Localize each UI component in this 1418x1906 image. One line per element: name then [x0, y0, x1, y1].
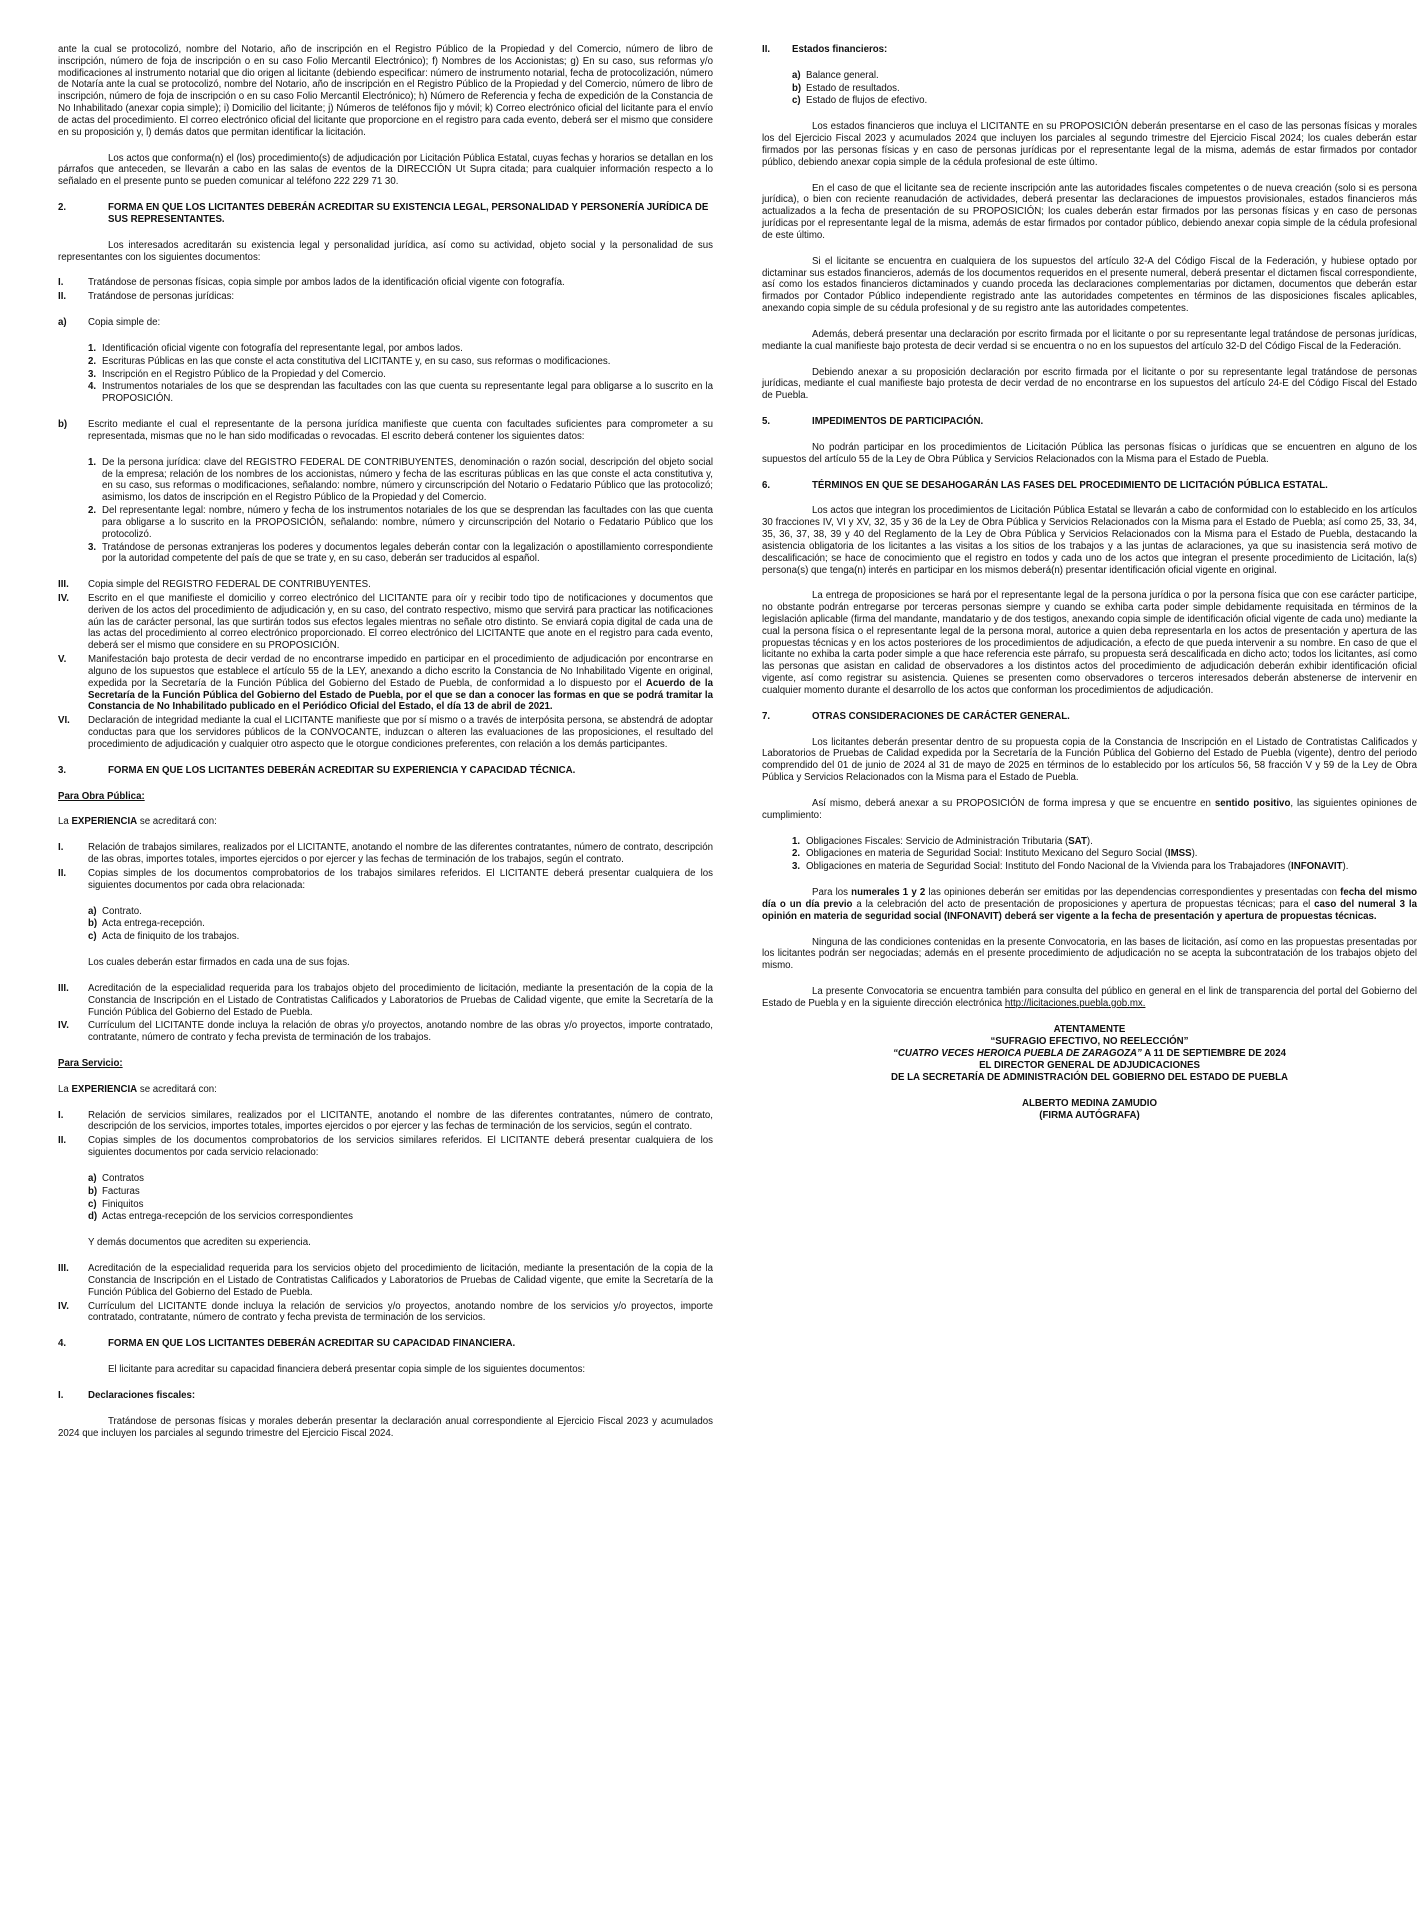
text-part: , las siguientes opiniones de cumplimiento:: [762, 797, 1417, 821]
text-part: se acreditará con:: [137, 816, 217, 828]
item-number: 3.: [88, 541, 97, 553]
item-text-part: ).: [1342, 861, 1349, 873]
item-text: Copia simple de:: [88, 317, 161, 329]
item-text: [806, 848, 1417, 860]
paragraph: Los interesados acreditarán su existencia legal y personalidad jurídica, así como su actividad, objeto social y la personalidad de sus representantes con los siguientes documentos:: [58, 239, 713, 263]
item-text: De la persona jurídica: clave del REGISTRO FEDERAL DE CONTRIBUYENTES, denominación o razón social, descripción del objeto social de la empresa; relación de los nombres de los accionistas, número y fecha de las escrituras públicas en las que conste el acta constitutiva y, en su caso, sus reformas o modificaciones, señalando: nombre, número y circunscripción del Notario o Fedatario Público que las protocolizó; asimismo, los datos de inscripción en el Registro Público de la Propiedad y del Comercio.: [102, 456, 713, 504]
roman-item: [58, 1301, 713, 1325]
item-text: Inscripción en el Registro Público de la Propiedad y del Comercio.: [102, 368, 386, 380]
item-text: Acreditación de la especialidad requerida para los servicios objeto del procedimiento de licitación, mediante la presentación de la copia de la Constancia de Inscripción en el Listado de Contratistas Calificados y Laboratorios de Pruebas de Calidad vigente, que emite la Secretaría de la Función Pública del Gobierno del Estado de Puebla.: [88, 1263, 713, 1298]
item-number: c): [792, 95, 801, 107]
paragraph: Ninguna de las condiciones contenidas en la presente Convocatoria, en las bases de licitación, así como en las propuestas presentadas por los licitantes podrán ser negociadas; además en el presente procedimiento de adjudicación no se acepta la subcontratación de los trabajos objeto del mismo.: [762, 936, 1417, 972]
text-part: La presente Convocatoria se encuentra también para consulta del público en general en el link de transparencia del portal del Gobierno del Estado de Puebla y en la siguiente dirección electrónica: [762, 986, 1417, 1009]
item-text: Actas entrega-recepción de los servicios correspondientes: [102, 1211, 353, 1223]
section-6-heading: [762, 480, 1417, 492]
item-number: 3.: [792, 861, 801, 873]
list-item: [792, 95, 1417, 107]
item-text: Relación de servicios similares, realizados por el LICITANTE, anotando el nombre de las diferentes contratantes, número de contrato, descripción de los servicios, importes totales, importes ejercidos o por ejercer y las fechas de terminación de los servicios, según el contrato.: [88, 1109, 713, 1133]
list-item: [88, 542, 713, 566]
text-part: La: [58, 816, 72, 828]
list-item: [88, 505, 713, 540]
item-text: Balance general.: [806, 69, 879, 81]
item-text: Escrito mediante el cual el representante de la persona jurídica manifieste que cuenta con facultades suficientes para comprometer a su representada, mismas que no le han sido modificadas o revocadas. El escrito deberá contener los siguientes datos:: [88, 419, 713, 442]
list-item: [792, 83, 1417, 95]
item-text: Instrumentos notariales de los que se desprendan las facultades con las que cuenta su representante legal para obligarse a lo suscrito en la PROPOSICIÓN.: [102, 381, 713, 405]
item-number: 1.: [88, 342, 97, 354]
item-number: 4.: [88, 381, 97, 393]
roman-item: [762, 44, 1417, 56]
list-item: [88, 1186, 713, 1198]
item-text: Identificación oficial vigente con fotografía del representante legal, por ambos lados.: [102, 342, 463, 354]
section-title: FORMA EN QUE LOS LICITANTES DEBERÁN ACREDITAR SU CAPACIDAD FINANCIERA.: [108, 1338, 516, 1350]
roman-item: [58, 654, 713, 713]
item-number: IV.: [58, 1020, 69, 1032]
roman-item: [58, 1020, 713, 1044]
roman-item: [58, 1110, 713, 1134]
roman-item: [58, 579, 713, 591]
section-2-heading: [58, 202, 713, 226]
text-part: La: [58, 1083, 72, 1095]
text-part: se acreditará con:: [137, 1083, 217, 1095]
list-item: [88, 381, 713, 405]
item-number: b): [88, 1185, 98, 1197]
list-item: [88, 369, 713, 381]
item-text: Finiquitos: [102, 1198, 144, 1210]
text-part: Así mismo, deberá anexar a su PROPOSICIÓN de forma impresa y que se encuentre en: [812, 797, 1215, 809]
item-text: [806, 861, 1417, 873]
item-number: a): [88, 1172, 97, 1184]
item-text: Copias simples de los documentos comprobatorios de los servicios similares referidos. El LICITANTE deberá presentar cualquiera de los siguientes documentos por cada servicio relacionado:: [88, 1135, 713, 1159]
item-text-part: ).: [1191, 848, 1198, 860]
paragraph: Los cuales deberán estar firmados en cada una de sus fojas.: [88, 957, 350, 969]
item-number: b): [58, 419, 68, 431]
list-item: [792, 848, 1417, 860]
item-number: 1.: [88, 456, 97, 468]
section-4-heading: [58, 1338, 713, 1350]
list-item: [792, 836, 1417, 848]
roman-item: [58, 868, 713, 892]
roman-item: [58, 277, 713, 289]
item-text-bold: SAT: [1068, 835, 1087, 847]
item-number: I.: [58, 1109, 64, 1121]
item-number: I.: [58, 842, 64, 854]
text-bold: numerales 1 y 2: [851, 887, 926, 899]
paragraph: [762, 887, 1417, 922]
subheading-servicio: Para Servicio:: [58, 1058, 123, 1069]
paragraph: Los estados financieros que incluya el LICITANTE en su PROPOSICIÓN deberán presentarse en el caso de las personas físicas y morales los del Ejercicio Fiscal 2023 y acumulados 2024 que incluyen los parciales al segundo trimestre del Ejercicio Fiscal 2024; los cuales deberán estar firmados por las personas físicas y en caso de personas jurídicas por el representante legal de la misma, además de estar firmados por contador público, debiendo anexar copia simple de la cédula profesional de este último.: [762, 121, 1417, 168]
item-text: [88, 654, 713, 713]
item-number: b): [88, 918, 98, 930]
section-title: FORMA EN QUE LOS LICITANTES DEBERÁN ACREDITAR SU EXPERIENCIA Y CAPACIDAD TÉCNICA.: [108, 764, 576, 776]
paragraph: [58, 1084, 713, 1096]
text-bold: fecha del mismo día o un día previo: [762, 887, 1417, 910]
text-bold: EXPERIENCIA: [71, 816, 138, 828]
roman-item: [58, 842, 713, 866]
roman-item: [58, 983, 713, 1018]
item-text: Del representante legal: nombre, número y fecha de los instrumentos notariales de los que se desprendan las facultades con las que cuenta para obligarse a lo suscrito en la PROPOSICIÓN, señalando: nombre, número y circunscripción del Notario o Fedatario Público que los protocolizó.: [102, 505, 713, 540]
item-text-part: Obligaciones en materia de Seguridad Social: Instituto del Fondo Nacional de la Vivienda para los Trabajadores (: [806, 861, 1292, 873]
paragraph: Debiendo anexar a su proposición declaración por escrito firmada por el licitante o por su representante legal tratándose de personas jurídicas, mediante el cual manifieste bajo protesta de decir verdad de no encontrarse en los supuestos del artículo 24-E del Código Fiscal del Estado de Puebla.: [762, 366, 1417, 402]
item-text: Escrituras Públicas en las que conste el acta constitutiva del LICITANTE y, en su caso, sus reformas o modificaciones.: [102, 355, 611, 367]
item-number: c): [88, 931, 97, 943]
signature-line: DE LA SECRETARÍA DE ADMINISTRACIÓN DEL GOBIERNO DEL ESTADO DE PUEBLA: [890, 1072, 1289, 1084]
item-number: V.: [58, 654, 67, 666]
item-number: a): [58, 317, 67, 329]
signature-line: [762, 1048, 1417, 1060]
list-item: [88, 356, 713, 368]
signature-date: A 11 DE SEPTIEMBRE DE 2024: [1141, 1047, 1286, 1059]
item-text: Currículum del LICITANTE donde incluya la relación de obras y/o proyectos, anotando nombre de las obras y/o proyectos, importe contratado, contratante, número de contrato y fecha prevista de terminación de los trabajos.: [88, 1020, 713, 1044]
item-number: IV.: [58, 592, 69, 604]
item-text: Escrito en el que manifieste el domicilio y correo electrónico del LICITANTE para oír y recibir todo tipo de notificaciones y documentos que deriven de los actos del procedimiento de adjudicación y, en su caso, del contrato respectivo, mismo que servirá para practicar las notificaciones aún las de carácter personal, las que surtirán todos sus efectos legales mientras no señale otro distinto. Se enviará copia digital de cada una de las actas del procedimiento al correo electrónico proporcionado. El correo electrónico del LICITANTE que anote en el registro para cada evento, deberá ser el mismo que considere en su PROPOSICIÓN.: [88, 592, 713, 652]
section-title: OTRAS CONSIDERACIONES DE CARÁCTER GENERAL.: [812, 710, 1070, 722]
list-item: [88, 1199, 713, 1211]
item-text-part: Obligaciones en materia de Seguridad Social: Instituto Mexicano del Seguro Social (: [806, 848, 1168, 860]
item-text-part: Manifestación bajo protesta de decir verdad de no encontrarse impedido en participar en el procedimiento de adjudicación por encontrarse en alguno de los supuestos que establece el artículo 55 de la LEY, anexando a dicho escrito la Constancia de No Inhabilitado Vigente en original, expedida por la Secretaría de la Función Pública del Gobierno del Estado de Puebla, de conformidad a lo dispuesto por el: [88, 654, 713, 689]
item-text: Copia simple del REGISTRO FEDERAL DE CONTRIBUYENTES.: [88, 579, 371, 591]
section-number: 2.: [58, 202, 67, 214]
licitaciones-link[interactable]: http://licitaciones.puebla.gob.mx.: [1004, 997, 1146, 1009]
text-part: a la celebración del acto de presentación de proposiciones y apertura de propuestas técnicas; para el: [852, 898, 1315, 910]
paragraph: El licitante para acreditar su capacidad financiera deberá presentar copia simple de los siguientes documentos:: [108, 1364, 586, 1376]
item-text-bold: Acuerdo de la Secretaría de la Función Pública del Gobierno del Estado de Puebla, por el que se dan a conocer las formas en que se podrá tramitar la Constancia de No Inhabilitado publicado en el Periódico Oficial del Estado, el día 13 de abril de 2021.: [88, 677, 714, 713]
section-3-heading: [58, 765, 713, 777]
item-number: III.: [58, 1263, 69, 1275]
section-title: FORMA EN QUE LOS LICITANTES DEBERÁN ACREDITAR SU EXISTENCIA LEGAL, PERSONALIDAD Y PERSONERÍA JURÍDICA DE SUS REPRESENTANTES.: [108, 202, 709, 225]
item-text: Estado de resultados.: [806, 82, 900, 94]
item-number: II.: [762, 44, 771, 55]
item-text: Facturas: [102, 1185, 140, 1197]
item-number: 2.: [792, 848, 801, 860]
signature-motto: “CUATRO VECES HEROICA PUEBLA DE ZARAGOZA”: [893, 1047, 1142, 1059]
section-5-heading: [762, 416, 1417, 428]
item-number: a): [88, 905, 97, 917]
paragraph: Los actos que integran los procedimientos de Licitación Pública Estatal se llevarán a cabo de conformidad con lo establecido en los artículos 30 fracciones IV, VI y XV, 32, 35 y 36 de la Ley de Obra Pública y Servicios Relacionados con la Misma para el Estado de Puebla; así como 25, 33, 34, 35, 36, 37, 38, 39 y 40 del Reglamento de la Ley de Obra Pública y Servicios Relacionados con la Misma para el Estado de Puebla, destacando la asistencia obligatoria de los licitantes a las visitas a los sitios de los trabajos y a las juntas de aclaraciones, ya que su inasistencia será motivo de descalificación; se hace de conocimiento que el registro en todos y cada uno de los actos que integran el presente procedimiento de Licitación, la(s) persona(s) que tenga(n) interés en participar en los mismos deberá(n) presentar identificación oficial vigente en original.: [762, 505, 1417, 576]
item-number: d): [88, 1211, 98, 1223]
roman-item: [58, 1390, 713, 1402]
paragraph: Y demás documentos que acrediten su experiencia.: [88, 1237, 311, 1249]
section-number: 3.: [58, 764, 67, 776]
paragraph: La entrega de proposiciones se hará por el representante legal de la persona jurídica o por la persona física que con ese carácter participe, no obstante podrán entregarse por terceras personas siempre y cuando se exhiba carta poder simple debidamente requisitada en términos de la legislación aplicable (firma del mandante, mandatario y de dos testigos, anexando copia simple de identificación oficial vigente de cada uno) mediante la cual la persona física o el representante legal de la persona moral, autorice a quien deba representarla en los actos de presentación y apertura de las propuestas técnicas y en los actos posteriores de los procedimientos de adjudicación, a efecto de que pueda intervenir a su nombre. En caso de que el licitante no exhiba la carta poder simple a que hace referencia este párrafo, su propuesta será descalificada en dicho acto; todos los licitantes, así como las personas que asistan en calidad de observadores a los distintos actos del procedimiento de adjudicación deberán exhibir identificación oficial vigente, así como registrar su asistencia. Quienes se presenten como observadores o terceros interesados deberán abstenerse de intervenir en cualquier momento durante el desarrollo de los actos que conforman los procedimientos de adjudicación.: [762, 590, 1417, 696]
signature-line: EL DIRECTOR GENERAL DE ADJUDICACIONES: [979, 1060, 1200, 1072]
list-item: [88, 931, 713, 943]
item-text: Acta de finiquito de los trabajos.: [102, 931, 240, 943]
item-text: Estado de flujos de efectivo.: [806, 95, 928, 107]
item-number: 2.: [88, 355, 97, 367]
item-text-part: ).: [1086, 835, 1093, 847]
list-item: [792, 70, 1417, 82]
section-title: IMPEDIMENTOS DE PARTICIPACIÓN.: [812, 416, 984, 428]
item-number: III.: [58, 579, 69, 591]
item-text: Contratos: [102, 1172, 144, 1184]
signature-line: “SUFRAGIO EFECTIVO, NO REELECCIÓN”: [990, 1035, 1189, 1047]
paragraph: Si el licitante se encuentra en cualquiera de los supuestos del artículo 32-A del Código Fiscal de la Federación, y hubiese optado por dictaminar sus estados financieros, además de los documentos requeridos en el presente numeral, deberá presentar el dictamen fiscal correspondiente, así como los estados financieros dictaminados y cuando proceda las declaraciones complementarias por dictamen, documentos que deberán estar firmados por Contador Público independiente registrado ante las autoridades competentes en términos de las disposiciones fiscales aplicables, anexando copia simple de su cédula profesional y de su registro ante las autoridades competentes.: [762, 255, 1417, 315]
numbered-list: [762, 836, 1417, 873]
item-text: Declaraciones fiscales:: [88, 1389, 196, 1401]
section-7-heading: [762, 711, 1417, 723]
roman-item: [58, 715, 713, 750]
item-text: Acta entrega-recepción.: [102, 918, 205, 930]
item-number: a): [792, 69, 801, 81]
item-text: Declaración de integridad mediante la cual el LICITANTE manifieste que por sí mismo o a través de interpósita persona, se abstendrá de adoptar conductas para que los servidores públicos de la CONVOCANTE, induzcan o alteren las evaluaciones de las proposiciones, el resultado del procedimiento de adjudicación y cualquier otro aspecto que le otorgue condiciones preferentes, con relación a los demás participantes.: [88, 715, 713, 750]
section-title: TÉRMINOS EN QUE SE DESAHOGARÁN LAS FASES DEL PROCEDIMIENTO DE LICITACIÓN PÚBLICA ESTATAL.: [812, 479, 1328, 491]
item-number: II.: [58, 1135, 67, 1147]
text-bold: sentido positivo: [1214, 797, 1291, 809]
item-text: Acreditación de la especialidad requerida para los trabajos objeto del procedimiento de licitación, mediante la presentación de la copia de la Constancia de Inscripción en el Listado de Contratistas Calificados y Laboratorios de Pruebas de Calidad vigente, que emite la Secretaría de la Función Pública del Gobierno del Estado de Puebla.: [88, 982, 713, 1018]
item-number: 2.: [88, 505, 97, 517]
item-number: II.: [58, 867, 67, 879]
item-number: I.: [58, 277, 64, 289]
item-number: II.: [58, 291, 67, 303]
roman-item: [58, 1135, 713, 1159]
roman-item: [58, 1263, 713, 1298]
list-item: [792, 861, 1417, 873]
item-text-part: Obligaciones Fiscales: Servicio de Administración Tributaria (: [806, 835, 1069, 847]
paragraph: Tratándose de personas físicas y morales deberán presentar la declaración anual correspondiente al Ejercicio Fiscal 2023 y acumulados 2024 que incluyen los parciales al segundo trimestre del Ejercicio Fiscal 2024.: [58, 1415, 713, 1439]
item-text: Copias simples de los documentos comprobatorios de los trabajos similares referidos. El LICITANTE deberá presentar cualquiera de los siguientes documentos por cada obra relacionada:: [88, 867, 713, 891]
item-text: Tratándose de personas físicas, copia simple por ambos lados de la identificación oficial vigente con fotografía.: [88, 277, 565, 289]
list-item: [88, 457, 713, 504]
item-number: b): [792, 82, 802, 94]
section-number: 4.: [58, 1338, 67, 1350]
paragraph: No podrán participar en los procedimientos de Licitación Pública las personas físicas o jurídicas que se encuentren en alguno de los supuestos del artículo 55 de la Ley de Obra Pública y Servicios Relacionados con la Misma para el Estado de Puebla.: [762, 441, 1417, 465]
item-text-bold: INFONAVIT: [1291, 861, 1343, 873]
letter-item: [58, 419, 713, 443]
text-bold: EXPERIENCIA: [71, 1083, 138, 1095]
text-part: Para los: [812, 887, 852, 899]
numbered-list: [58, 343, 713, 405]
roman-item: [58, 593, 713, 652]
text-part: las opiniones deberán ser emitidas por las dependencias correspondientes y presentadas con: [925, 887, 1341, 899]
signatory-name: ALBERTO MEDINA ZAMUDIO: [1021, 1098, 1158, 1110]
item-text: Tratándose de personas extranjeras los poderes y documentos legales deberán contar con la legalización o apostillamiento correspondiente por la autoridad competente del país de que se trate y, en su caso, deberán ser traducidos al español.: [102, 541, 713, 565]
item-number: I.: [58, 1389, 64, 1401]
text-bold: caso del numeral 3 la opinión en materia de seguridad social (INFONAVIT) deberá ser vigente a la fecha de presentación y apertura de propuestas técnicas.: [762, 898, 1418, 922]
item-text: Relación de trabajos similares, realizados por el LICITANTE, anotando el nombre de las diferentes contratantes, número de contrato, descripción de las obras, importes totales, importes ejercidos o por ejercer y las fechas de terminación de los trabajos, según el contrato.: [88, 842, 713, 866]
item-text-bold: IMSS: [1167, 848, 1192, 860]
intro-paragraph-2: Los actos que conforma(n) el (los) procedimiento(s) de adjudicación por Licitación Pública Estatal, cuyas fechas y horarios se detallan en los párrafos que anteceden, se llevarán a cabo en las salas de eventos de la DIRECCIÓN Ut Supra citada; para cualquier información respecto a lo señalado en el presente punto se pueden comunicar al teléfono 222 229 71 30.: [58, 152, 713, 188]
paragraph: [58, 816, 713, 828]
left-column: [58, 44, 713, 1453]
item-number: III.: [58, 982, 69, 994]
paragraph: [762, 798, 1417, 822]
item-text: Currículum del LICITANTE donde incluya la relación de servicios y/o proyectos, anotando nombre de los servicios y/o proyectos, importe contratado, contratante, número de contrato y fecha prevista de terminación de los servicios.: [88, 1300, 713, 1324]
item-text: Tratándose de personas jurídicas:: [88, 291, 235, 303]
roman-item: [58, 291, 713, 303]
signature-block: [762, 1024, 1417, 1123]
item-text: Contrato.: [102, 905, 142, 917]
section-number: 7.: [762, 710, 771, 722]
intro-paragraph-1: ante la cual se protocolizó, nombre del Notario, año de inscripción en el Registro Público de la Propiedad y del Comercio, número de libro de inscripción, número de foja de inscripción o en su caso Folio Mercantil Electrónico); f) Nombres de los Accionistas; g) En su caso, sus reformas y/o modificaciones al instrumento notarial que dio origen al licitante (debiendo especificar: número de instrumento notarial, fecha de protocolización, número de Notaría ante la cual se protocolizó, nombre del Notario, año de inscripción en el Registro Público de la Propiedad y del Comercio, número de libro de inscripción, número de foja de inscripción o en su caso Folio Mercantil Electrónico); h) Número de Referencia y fecha de expedición de la Constancia de No Inhabilitado (anexar copia simple); i) Domicilio del licitante; j) Números de teléfonos fijo y móvil; k) Correo electrónico oficial del licitante para el envío de actas del procedimiento. El correo electrónico oficial del licitante que proporcione en el registro para cada evento, deberá ser el mismo que considere en su proposición y, l) demás datos que permitan identificar la licitación.: [58, 44, 713, 138]
letter-list: [58, 1173, 713, 1223]
item-text: [806, 836, 1417, 848]
list-item: [88, 1211, 713, 1223]
item-text: Estados financieros:: [792, 44, 888, 55]
item-number: 3.: [88, 368, 97, 380]
section-number: 5.: [762, 416, 771, 428]
list-item: [88, 343, 713, 355]
list-item: [88, 906, 713, 918]
item-number: VI.: [58, 715, 70, 727]
list-item: [88, 918, 713, 930]
letter-item: [58, 317, 713, 329]
subheading-obra-publica: Para Obra Pública:: [58, 790, 145, 802]
right-column: [762, 44, 1417, 1123]
paragraph: En el caso de que el licitante sea de reciente inscripción ante las autoridades fiscales competentes o de nueva creación (solo si es persona jurídica), o bien con reciente reanudación de actividades, deberá presentar las declaraciones de impuestos provisionales, estados financieros más actualizados a la fecha de presentación de su PROPOSICIÓN; los cuales deberán estar firmados por las personas físicas y en caso de personas jurídicas por el representante legal de la misma, además de estar firmados por contador público, debiendo anexar copia simple de la cédula profesional de este último.: [762, 182, 1417, 241]
paragraph: Además, deberá presentar una declaración por escrito firmada por el licitante o por su representante legal tratándose de personas jurídicas, mediante la cual manifieste bajo protesta de decir verdad si se encuentra o no en los supuestos del artículo 32-D del Código Fiscal de la Federación.: [762, 328, 1417, 352]
letter-list: [58, 906, 713, 943]
item-number: c): [88, 1198, 97, 1210]
numbered-list: [58, 457, 713, 565]
section-number: 6.: [762, 479, 771, 491]
list-item: [88, 1173, 713, 1185]
item-number: IV.: [58, 1300, 69, 1312]
item-number: 1.: [792, 835, 801, 847]
paragraph: [762, 986, 1417, 1010]
signature-note: (FIRMA AUTÓGRAFA): [1039, 1110, 1140, 1122]
letter-list: [762, 70, 1417, 107]
signature-line: ATENTAMENTE: [1053, 1023, 1126, 1035]
paragraph: Los licitantes deberán presentar dentro de su propuesta copia de la Constancia de Inscripción en el Listado de Contratistas Calificados y Laboratorios de Pruebas de Calidad expedida por la Secretaría de la Función Pública del Gobierno del Estado de Puebla (vigente), dentro del periodo comprendido del 01 de junio de 2024 al 31 de mayo de 2025 en términos de lo establecido por los artículos 56, 58 fracción V y 59 de la Ley de Obra Pública y Servicios Relacionados con la Misma para el Estado de Puebla.: [762, 736, 1417, 784]
